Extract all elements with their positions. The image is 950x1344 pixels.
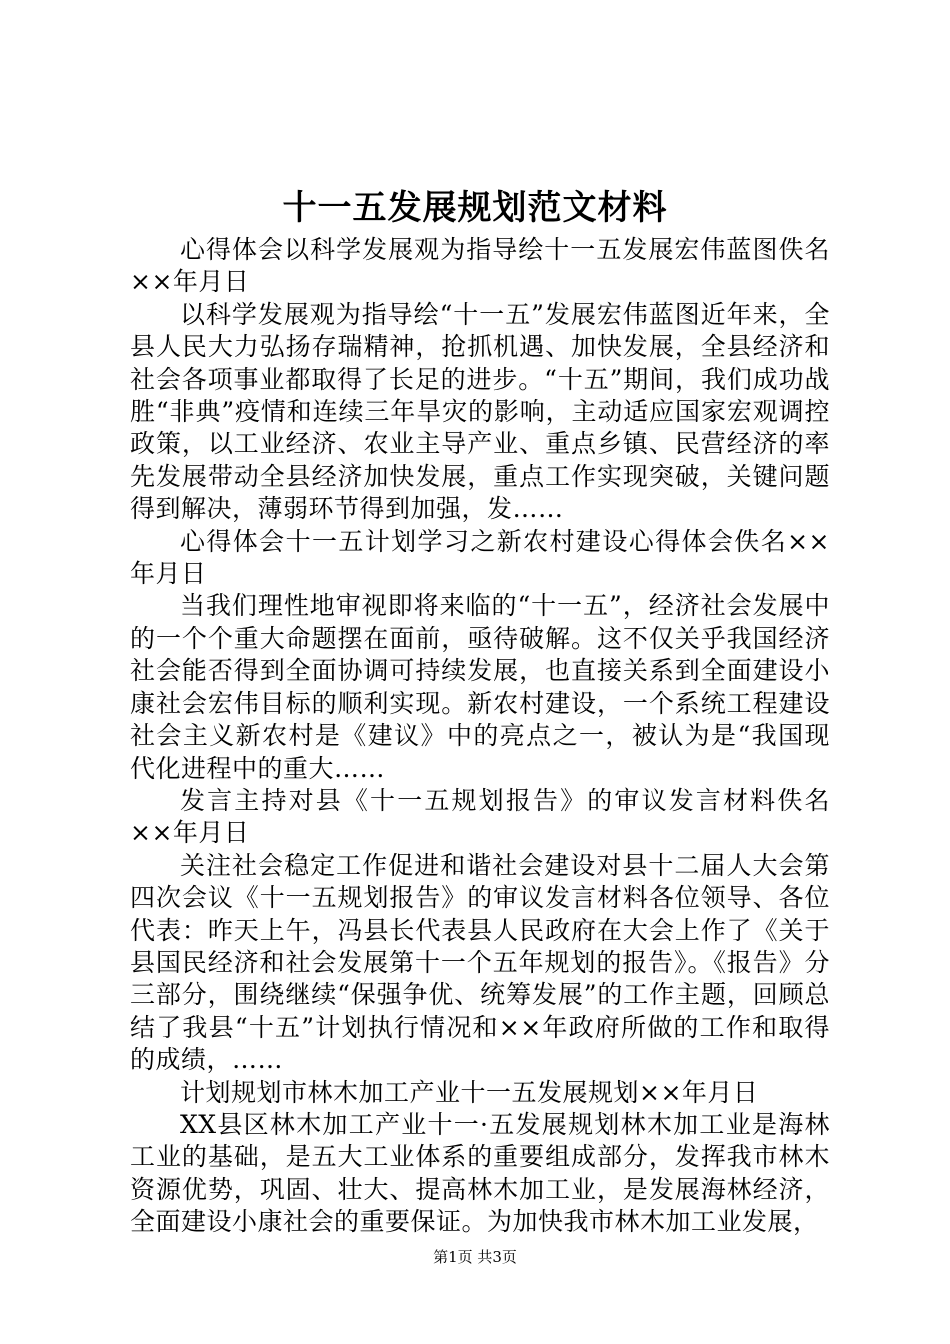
document-body <box>130 234 830 1239</box>
page-number-footer: 第1页 共3页 <box>433 1248 517 1266</box>
paragraph-6: 关注社会稳定工作促进和谐社会建设对县十二届人大会第四次会议《十一五规划报告》的审议发言材料各位领导、各位代表：昨天上午，冯县长代表县人民政府在大会上作了《关于县国民经济和社会发展第十一个五年规划的报告》。《报告》分三部分，围绕继续“保强争优、统筹发展”的工作主题，回顾总结了我县“十五”计划执行情况和××年政府所做的工作和取得的成绩，…… <box>130 850 830 1075</box>
paragraph-1: 心得体会以科学发展观为指导绘十一五发展宏伟蓝图佚名××年月日 <box>130 235 830 297</box>
paragraph-7: 计划规划市林木加工产业十一五发展规划××年月日 <box>180 1077 759 1107</box>
paragraph-2: 以科学发展观为指导绘“十一五”发展宏伟蓝图近年来，全县人民大力弘扬存瑞精神，抢抓机遇、加快发展，全县经济和社会各项事业都取得了长足的进步。“十五”期间，我们成功战胜“非典”疫情和连续三年旱灾的影响，主动适应国家宏观调控政策，以工业经济、农业主导产业、重点乡镇、民营经济的率先发展带动全县经济加快发展，重点工作实现突破，关键问题得到解决，薄弱环节得到加强，发…… <box>130 299 830 524</box>
paragraph-4: 当我们理性地审视即将来临的“十一五”，经济社会发展中的一个个重大命题摆在面前，亟待破解。这不仅关乎我国经济社会能否得到全面协调可持续发展，也直接关系到全面建设小康社会宏伟目标的顺利实现。新农村建设，一个系统工程建设社会主义新农村是《建议》中的亮点之一，被认为是“我国现代化进程中的重大…… <box>130 591 830 783</box>
document-title: 十一五发展规划范文材料 <box>282 188 668 228</box>
paragraph-5: 发言主持对县《十一五规划报告》的审议发言材料佚名××年月日 <box>130 785 830 848</box>
paragraph-3: 心得体会十一五计划学习之新农村建设心得体会佚名××年月日 <box>130 526 830 589</box>
paragraph-8: XX县区林木加工产业十一·五发展规划林木加工业是海林工业的基础，是五大工业体系的重要组成部分，发挥我市林木资源优势，巩固、壮大、提高林木加工业，是发展海林经济，全面建设小康社会的重要保证。为加快我市林木加工业发展， <box>130 1109 830 1237</box>
